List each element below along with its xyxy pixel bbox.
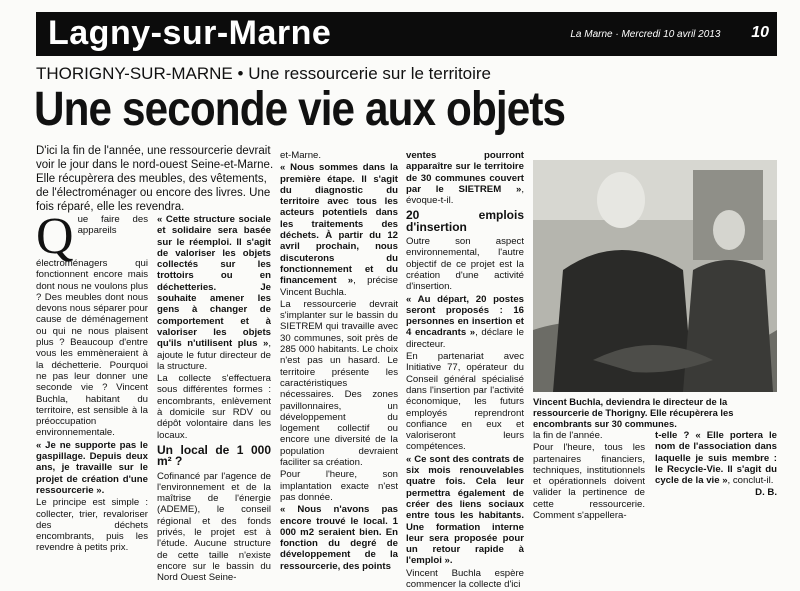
masthead bbox=[36, 12, 777, 56]
quote-paragraph: « Nous n'avons pas encore trouvé le local. 1 000 m2 seraient bien. En fonction du degré de développement de la ressourcerie, des points bbox=[280, 504, 398, 572]
article-photo bbox=[533, 160, 777, 392]
article-column-4 bbox=[406, 150, 524, 591]
paragraph: Cofinancé par l'agence de l'environnement et de la maîtrise de l'énergie (ADEME), le conseil régional et des fonds privés, le projet est à l'étude. Aucune structure de cette taille n'existe encore sur le bassin du Nord Ouest Seine- bbox=[157, 470, 271, 584]
paragraph: Outre son aspect environnemental, l'autre objectif de ce projet est la création d'une activité d'insertion. bbox=[406, 236, 524, 293]
paragraph: et-Marne. bbox=[280, 150, 322, 161]
quote-paragraph: « Je ne supporte pas le gaspillage. Depuis deux ans, je travaille sur le projet de création d'une ressourcerie ». bbox=[36, 439, 148, 496]
paragraph: la fin de l'année. bbox=[533, 430, 603, 441]
headline: Une seconde vie aux objets bbox=[34, 83, 566, 136]
kicker-bullet: • bbox=[237, 64, 244, 83]
masthead-title: Lagny-sur-Marne bbox=[48, 14, 332, 52]
quote-paragraph: « Au départ, 20 postes seront proposés : 16 personnes en insertion et 4 encadrants », déclare le directeur. bbox=[406, 293, 524, 350]
kicker bbox=[36, 64, 491, 84]
signature: D. B. bbox=[755, 487, 777, 499]
quote-paragraph: « Cette structure sociale et solidaire sera basée sur le réemploi. Il s'agit de valoriser les objets collectés sur les trottoirs ou en déchetteries. Je souhaite amener les gens à changer de comportement et à valoriser les objets qu'ils n'utilisent plus », ajoute le futur directeur de la structure. bbox=[157, 214, 271, 372]
dateline-text: La Marne · Mercredi 10 avril 2013 bbox=[570, 29, 721, 40]
paragraph: Que faire des appareils électroménagers qui fonctionnent encore mais dont nous ne voulons plus ? Des meubles dont nous devons nous séparer pour cause de déménagement ou qui ne nous plaisent plus ? Beaucoup d'entre vous les emmèneraient à la déchetterie. Pourquoi ne pas leur donner une seconde vie ? Vincent Buchla, habitant du territoire, est sensible à la préoccupation environnementale. bbox=[36, 208, 148, 439]
masthead-dateline bbox=[570, 24, 769, 42]
paragraph: Pour l'heure, tous les partenaires financiers, techniques, institutionnels et opérationnels doivent valider la pertinence de cette ressourcerie. Comment s'appellera- bbox=[533, 442, 645, 522]
paragraph: Le principe est simple : collecter, trier, revaloriser des déchets encombrants, puis les revendre à petits prix. bbox=[36, 497, 148, 554]
photo-illustration bbox=[533, 160, 777, 392]
standfirst: D'ici la fin de l'année, une ressourcerie devrait voir le jour dans le nord-ouest Seine-et-Marne. Elle récupèrera des meubles, des vêtements, de l'électroménager ou encore des livres. Une fois réparé, elle les revendra. bbox=[36, 145, 274, 213]
paragraph: La ressourcerie devrait s'implanter sur le bassin du SIETREM qui travaille avec 30 communes, soit près de 285 000 habitants. Le choix n'est pas un hasard. Le territoire présente les caractéristiques nécessaires. Des zones pavillonnaires, un développement du logement collectif ou encore une diversité de la population devraient faciliter sa création. bbox=[280, 298, 398, 469]
article-column-3 bbox=[280, 150, 398, 573]
photo-caption: Vincent Buchla, deviendra le directeur de la ressourcerie de Thorigny. Elle récupèrera les encombrants sur 30 communes. bbox=[533, 396, 734, 429]
kicker-topic: Une ressourcerie sur le territoire bbox=[248, 64, 492, 83]
kicker-place: THORIGNY-SUR-MARNE bbox=[36, 64, 233, 83]
quote-paragraph: t-elle ? « Elle portera le nom de l'association dans laquelle je suis membre : le Recycle-Vie. Il s'agit du cycle de la vie », conclut-il. bbox=[655, 430, 777, 487]
quote-paragraph: « Ce sont des contrats de six mois renouvelables quatre fois. Cela leur permettra également de créer des liens sociaux entre tous les habitants. Une formation interne leur sera proposée pour un retour rapide à l'emploi ». bbox=[406, 453, 524, 567]
paragraph: La collecte s'effectuera sous différentes formes : encombrants, enlèvement à domicile sur RDV ou dépôt volontaire dans les locaux. bbox=[157, 373, 271, 441]
article-column-2 bbox=[157, 214, 271, 585]
drop-cap: Q bbox=[36, 208, 74, 265]
page-number: 10 bbox=[751, 24, 769, 41]
paragraph: En partenariat avec Initiative 77, opérateur du Conseil général spécialisé dans l'insertion par l'activité économique, les futurs employés reprendront confiance en eux et valoriseront leurs compétences. bbox=[406, 351, 524, 453]
article-column-6 bbox=[655, 430, 777, 499]
quote-paragraph: « Nous sommes dans la première étape. Il s'agit du diagnostic du territoire avec tous les acteurs potentiels dans les traitements des déchets. À partir du 12 avril prochain, nous discuterons du fonctionnement et du financement », précise Vincent Buchla. bbox=[280, 162, 398, 298]
subheading: Un local de 1 000 m² ? bbox=[157, 442, 271, 469]
paragraph: Vincent Buchla espère commencer la collecte d'ici bbox=[406, 567, 524, 590]
paragraph: Pour l'heure, son implantation exacte n'est pas donnée. bbox=[280, 469, 398, 503]
article-column-1 bbox=[36, 208, 148, 555]
quote-paragraph: ventes pourront apparaître sur le territoire de 30 communes couvert par le SIETREM », évoque-t-il. bbox=[406, 150, 524, 207]
article-column-5 bbox=[533, 430, 645, 522]
subheading: 20 emplois d'insertion bbox=[406, 208, 524, 234]
